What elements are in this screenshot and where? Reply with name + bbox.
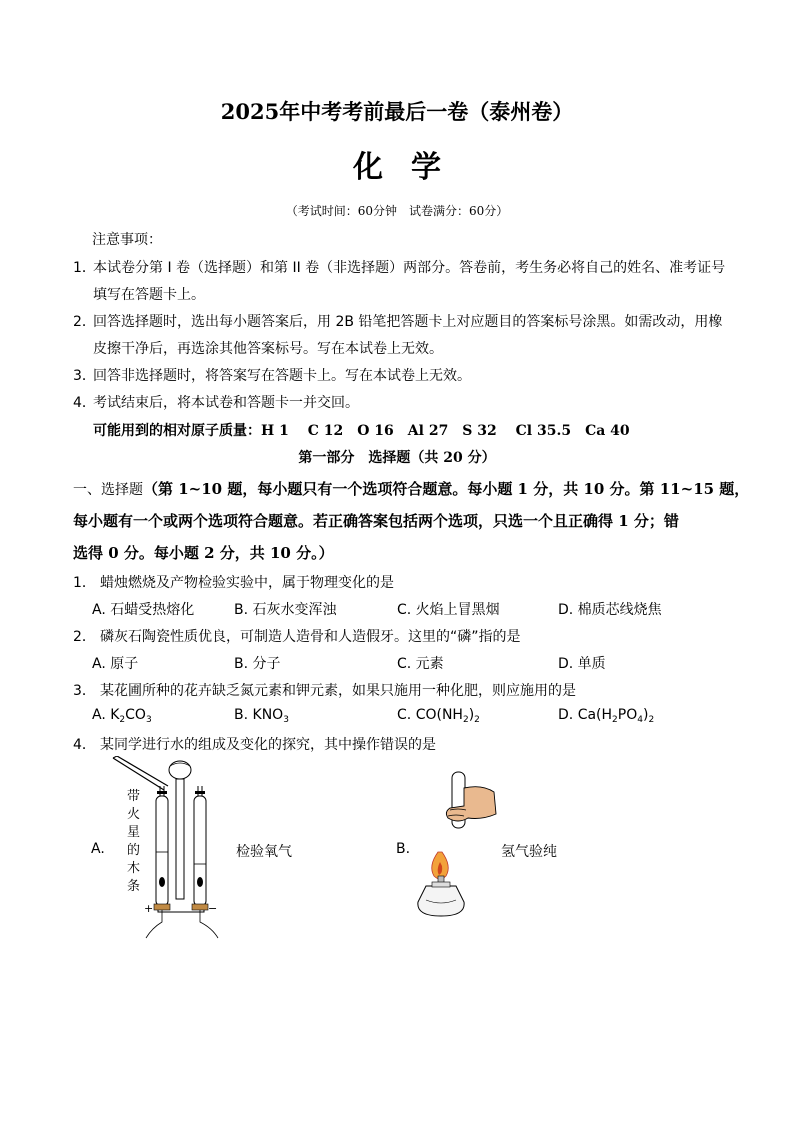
- option-b: B.: [396, 841, 411, 857]
- question-stem: 磷灰石陶瓷性质优良，可制造人造骨和人造假牙。这里的“磷”指的是: [100, 629, 521, 645]
- splint-label-char: 条: [127, 879, 141, 894]
- section-label: 一、选择题: [73, 482, 143, 498]
- option-a: A. $K_2CO_3$: [92, 707, 152, 725]
- note-text: 回答非选择题时，将答案写在答题卡上。写在本试卷上无效。: [93, 368, 471, 384]
- option-c: C. $CO(NH_2)_2$: [397, 707, 480, 725]
- question-number: 3．: [73, 683, 96, 699]
- section-instr-line: 每小题有一个或两个选项符合题意。若正确答案包括两个选项，只选一个且正确得 1 分；错: [73, 512, 679, 530]
- splint-label-char: 带: [127, 789, 141, 804]
- exam-title: 2025年中考考前最后一卷（泰州卷）: [220, 99, 574, 124]
- option-d: D. 单质: [558, 656, 606, 672]
- question-number: 1．: [73, 575, 96, 591]
- note-number: 4．: [73, 395, 96, 411]
- note-text: 填写在答题卡上。: [93, 287, 205, 303]
- splint-label-char: 的: [127, 843, 141, 858]
- splint-label-char: 火: [127, 807, 141, 822]
- option-b: B. 分子: [234, 656, 281, 672]
- option-c: C. 元素: [397, 656, 444, 672]
- section-instructions: [73, 478, 749, 499]
- positive-sign: +: [144, 902, 154, 915]
- figure-caption-a: 检验氧气: [236, 844, 292, 860]
- figure-caption-b: 氢气验纯: [501, 844, 557, 860]
- question-stem: 某花圃所种的花卉缺乏氮元素和钾元素，如果只施用一种化肥，则应施用的是: [100, 683, 576, 699]
- negative-sign: −: [208, 902, 218, 915]
- hydrogen-purity-test-figure: [412, 770, 504, 920]
- question-stem: 某同学进行水的组成及变化的探究，其中操作错误的是: [100, 737, 436, 753]
- option-b: B. 石灰水变浑浊: [234, 602, 337, 618]
- atomic-masses: 可能用到的相对原子质量：H 1 C 12 O 16 Al 27 S 32 Cl 35.5 Ca 40: [93, 423, 630, 439]
- option-d: D. $Ca(H_2PO_4)_2$: [558, 707, 655, 725]
- subject-title: 化学: [353, 150, 469, 185]
- note-text: 回答选择题时，选出每小题答案后，用 2B 铅笔把答题卡上对应题目的答案标号涂黑。如需改动，用橡: [93, 314, 723, 330]
- note-number: 3．: [73, 368, 96, 384]
- notes-heading: 注意事项：: [92, 232, 162, 248]
- note-text: 皮擦干净后，再选涂其他答案标号。写在本试卷上无效。: [93, 341, 443, 357]
- option-d: D. 棉质芯线烧焦: [558, 602, 662, 618]
- electrolysis-apparatus-figure: [108, 756, 226, 942]
- note-text: 本试卷分第 I 卷（选择题）和第 II 卷（非选择题）两部分。答卷前，考生务必将自己的姓名、准考证号: [93, 260, 726, 276]
- exam-info: （考试时间：60分钟 试卷满分：60分）: [285, 204, 509, 218]
- question-number: 2．: [73, 629, 96, 645]
- splint-label-char: 星: [127, 825, 141, 840]
- splint-label-char: 木: [127, 861, 141, 876]
- note-text: 考试结束后，将本试卷和答题卡一并交回。: [93, 395, 359, 411]
- note-number: 2．: [73, 314, 96, 330]
- option-b: B. $KNO_3$: [234, 707, 289, 725]
- part-heading: 第一部分 选择题（共 20 分）: [298, 450, 496, 466]
- option-c: C. 火焰上冒黑烟: [397, 602, 500, 618]
- option-a: A. 原子: [92, 656, 139, 672]
- option-a: A.: [91, 841, 105, 857]
- note-number: 1．: [73, 260, 96, 276]
- section-instr-line: 选得 0 分。每小题 2 分，共 10 分。）: [73, 544, 334, 562]
- section-instr-line: （第 1~10 题，每小题只有一个选项符合题意。每小题 1 分，共 10 分。第 11~15 题，: [143, 480, 750, 498]
- question-number: 4．: [73, 737, 96, 753]
- question-stem: 蜡烛燃烧及产物检验实验中，属于物理变化的是: [100, 575, 394, 591]
- option-a: A. 石蜡受热熔化: [92, 602, 195, 618]
